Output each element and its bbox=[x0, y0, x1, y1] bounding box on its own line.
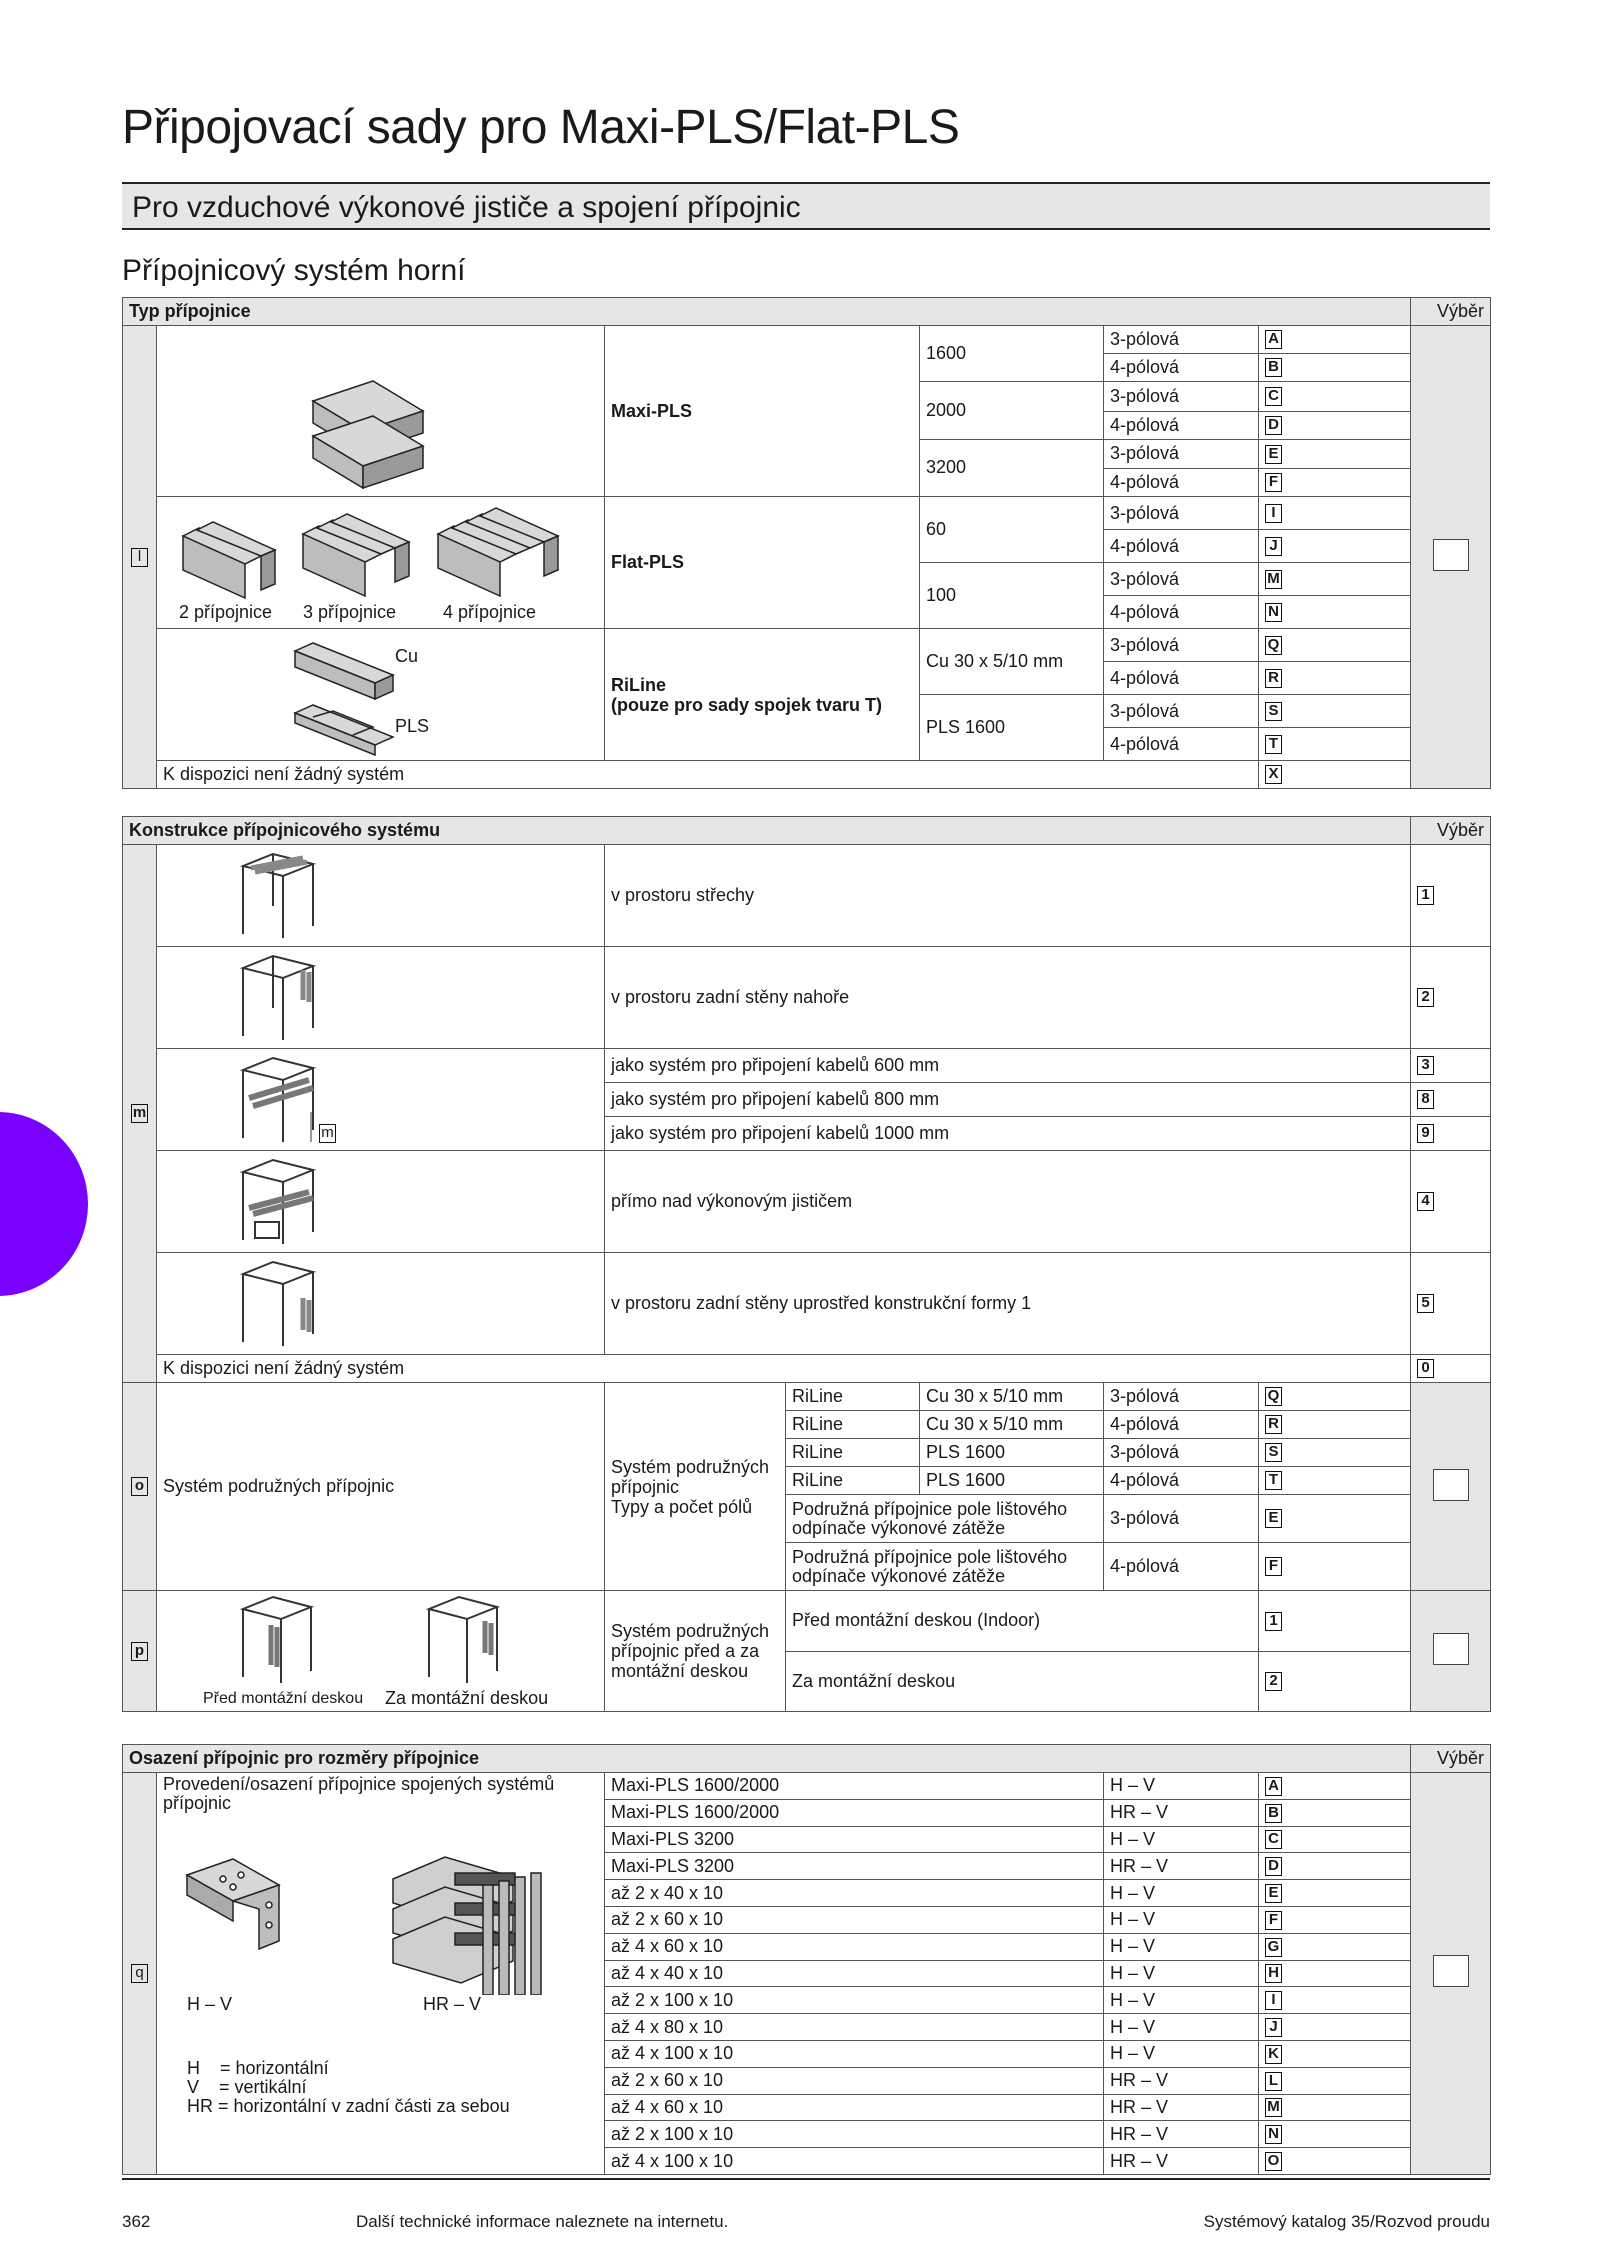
busbar-size: až 2 x 100 x 10 bbox=[605, 2121, 1104, 2148]
load-switch-busbar-3: Podružná přípojnice pole lištového odpínače výkonové zátěže bbox=[786, 1495, 1104, 1543]
busbar-orientation: H – V bbox=[1104, 2014, 1259, 2041]
flat-pls-image bbox=[157, 497, 605, 629]
pole-label: 3-pólová bbox=[1104, 1439, 1259, 1467]
key-M: M bbox=[1265, 570, 1282, 589]
maxi-pls-image bbox=[157, 326, 605, 497]
busbar-size: až 4 x 40 x 10 bbox=[605, 1960, 1104, 1987]
busbar-orientation: H – V bbox=[1104, 1933, 1259, 1960]
key-O: O bbox=[1265, 2152, 1282, 2171]
pole-label: 3-pólová bbox=[1104, 497, 1259, 530]
caption-behind-plate: Za montážní deskou bbox=[385, 1688, 549, 1708]
option-cable-1000: jako systém pro připojení kabelů 1000 mm bbox=[605, 1117, 1411, 1151]
busbar-size-table bbox=[122, 1744, 1491, 2175]
flat-100: 100 bbox=[920, 563, 1104, 629]
key-L: L bbox=[1265, 2072, 1282, 2091]
caption-h-v: H – V bbox=[187, 1994, 233, 2014]
key-B: B bbox=[1265, 1804, 1282, 1823]
maxi-1600: 1600 bbox=[920, 326, 1104, 382]
selection-box[interactable] bbox=[1433, 539, 1469, 571]
pole-label: 3-pólová bbox=[1104, 695, 1259, 728]
sub-busbar-type: RiLine bbox=[786, 1439, 920, 1467]
riline-cu: Cu 30 x 5/10 mm bbox=[920, 629, 1104, 695]
busbar-layout-description: Provedení/osazení přípojnice spojených systémů přípojnic bbox=[163, 1774, 555, 1813]
key-G: G bbox=[1265, 1938, 1282, 1957]
busbar-type-header: Typ přípojnice bbox=[123, 298, 1411, 326]
busbar-orientation: HR – V bbox=[1104, 1853, 1259, 1880]
key-Q: Q bbox=[1265, 1387, 1282, 1406]
busbar-size: Maxi-PLS 3200 bbox=[605, 1826, 1104, 1853]
caption-pls: PLS bbox=[395, 715, 430, 736]
busbar-orientation: HR – V bbox=[1104, 2121, 1259, 2148]
key-M: M bbox=[1265, 2098, 1282, 2117]
sub-busbar-type: RiLine bbox=[786, 1383, 920, 1411]
pole-label: 4-pólová bbox=[1104, 411, 1259, 439]
busbar-size: až 4 x 60 x 10 bbox=[605, 2094, 1104, 2121]
key-N: N bbox=[1265, 603, 1282, 622]
option-cable-800: jako systém pro připojení kabelů 800 mm bbox=[605, 1083, 1411, 1117]
busbar-size: až 2 x 100 x 10 bbox=[605, 1987, 1104, 2014]
row-letter-o: o bbox=[123, 1383, 157, 1591]
key-3: 3 bbox=[1417, 1056, 1434, 1075]
construction-table bbox=[122, 816, 1491, 1712]
busbar-size: až 4 x 100 x 10 bbox=[605, 2040, 1104, 2067]
busbar-orientation: HR – V bbox=[1104, 2148, 1259, 2175]
row-letter-m: m bbox=[123, 845, 157, 1383]
option-above-breaker: přímo nad výkonovým jističem bbox=[605, 1151, 1411, 1253]
mounting-plate-images bbox=[157, 1591, 605, 1712]
busbar-size: až 2 x 40 x 10 bbox=[605, 1880, 1104, 1907]
key-Q: Q bbox=[1265, 636, 1282, 655]
caption-2-busbars: 2 přípojnice bbox=[179, 601, 273, 622]
option-front-plate: Před montážní deskou (Indoor) bbox=[786, 1591, 1259, 1652]
busbar-size: až 4 x 60 x 10 bbox=[605, 1933, 1104, 1960]
sub-busbar-system-text: Systém podružných přípojnic bbox=[157, 1383, 605, 1591]
key-I: I bbox=[1265, 504, 1282, 523]
subtitle-band bbox=[122, 182, 1490, 230]
busbar-orientation: HR – V bbox=[1104, 2094, 1259, 2121]
select-label: Výběr bbox=[1411, 298, 1491, 326]
pole-label: 3-pólová bbox=[1104, 326, 1259, 354]
key-T: T bbox=[1265, 735, 1282, 754]
pole-label: 3-pólová bbox=[1104, 563, 1259, 596]
option-roof: v prostoru střechy bbox=[605, 845, 1411, 947]
key-A: A bbox=[1265, 1777, 1282, 1796]
flat-60: 60 bbox=[920, 497, 1104, 563]
caption-front-plate: Před montážní deskou bbox=[203, 1690, 364, 1707]
key-C: C bbox=[1265, 1830, 1282, 1849]
pole-label: 3-pólová bbox=[1104, 439, 1259, 469]
key-8: 8 bbox=[1417, 1090, 1434, 1109]
key-C: C bbox=[1265, 387, 1282, 406]
page-number: 362 bbox=[122, 2212, 151, 2231]
key-I: I bbox=[1265, 1991, 1282, 2010]
caption-cu: Cu bbox=[395, 645, 419, 666]
select-label: Výběr bbox=[1411, 817, 1491, 845]
pole-label: 3-pólová bbox=[1104, 1495, 1259, 1543]
footer-catalog: Systémový katalog 35/Rozvod proudu bbox=[1203, 2212, 1490, 2231]
key-S: S bbox=[1265, 1443, 1282, 1462]
key-S: S bbox=[1265, 702, 1282, 721]
section-title: Přípojnicový systém horní bbox=[122, 254, 466, 287]
key-4: 4 bbox=[1417, 1192, 1434, 1211]
flat-pls-label: Flat-PLS bbox=[605, 497, 920, 629]
pole-label: 3-pólová bbox=[1104, 629, 1259, 662]
maxi-2000: 2000 bbox=[920, 382, 1104, 440]
busbar-size: až 4 x 80 x 10 bbox=[605, 2014, 1104, 2041]
key-R: R bbox=[1265, 1415, 1282, 1434]
cable-frame-image bbox=[157, 1049, 605, 1151]
key-X: X bbox=[1265, 765, 1282, 784]
selection-box[interactable] bbox=[1433, 1633, 1469, 1665]
busbar-size: až 2 x 60 x 10 bbox=[605, 1906, 1104, 1933]
riline-image bbox=[157, 629, 605, 761]
option-rear-middle: v prostoru zadní stěny uprostřed konstrukční formy 1 bbox=[605, 1253, 1411, 1355]
construction-header: Konstrukce přípojnicového systému bbox=[123, 817, 1411, 845]
busbar-size: až 4 x 100 x 10 bbox=[605, 2148, 1104, 2175]
key-A: A bbox=[1265, 330, 1282, 349]
busbar-size-header: Osazení přípojnic pro rozměry přípojnice bbox=[123, 1745, 1411, 1773]
key-0: 0 bbox=[1417, 1359, 1434, 1378]
abbreviation-legend: H = horizontální V = vertikální HR = horizontální v zadní části za sebou bbox=[187, 2058, 510, 2116]
busbar-type-select[interactable] bbox=[1411, 326, 1491, 789]
riline-label: RiLine (pouze pro sady spojek tvaru T) bbox=[605, 629, 920, 761]
sub-busbar-select[interactable] bbox=[1411, 1383, 1491, 1591]
option-behind-plate: Za montážní deskou bbox=[786, 1651, 1259, 1712]
pole-label: 3-pólová bbox=[1104, 382, 1259, 412]
pole-label: 4-pólová bbox=[1104, 1467, 1259, 1495]
riline-pls: PLS 1600 bbox=[920, 695, 1104, 761]
key-N: N bbox=[1265, 2125, 1282, 2144]
key-5: 5 bbox=[1417, 1294, 1434, 1313]
maxi-pls-label: Maxi-PLS bbox=[605, 326, 920, 497]
busbar-orientation: H – V bbox=[1104, 1906, 1259, 1933]
sub-busbar-type: RiLine bbox=[786, 1467, 920, 1495]
pole-label: 4-pólová bbox=[1104, 469, 1259, 497]
key-1: 1 bbox=[1265, 1612, 1282, 1631]
sub-busbar-type: RiLine bbox=[786, 1411, 920, 1439]
row-letter-p: p bbox=[123, 1591, 157, 1712]
caption-hr-v: HR – V bbox=[423, 1994, 482, 2014]
selection-box[interactable] bbox=[1433, 1469, 1469, 1501]
rear-middle-frame-image bbox=[157, 1253, 605, 1355]
roof-frame-image bbox=[157, 845, 605, 947]
rear-top-frame-image bbox=[157, 947, 605, 1049]
sub-busbar-size: PLS 1600 bbox=[920, 1467, 1104, 1495]
pole-label: 3-pólová bbox=[1104, 1383, 1259, 1411]
busbar-orientation: H – V bbox=[1104, 1960, 1259, 1987]
key-J: J bbox=[1265, 537, 1282, 556]
key-K: K bbox=[1265, 2045, 1282, 2064]
busbar-size-select[interactable] bbox=[1411, 1773, 1491, 2175]
footer-rule bbox=[122, 2178, 1490, 2180]
busbar-orientation: H – V bbox=[1104, 1826, 1259, 1853]
key-2: 2 bbox=[1417, 988, 1434, 1007]
caption-3-busbars: 3 přípojnice bbox=[303, 601, 397, 622]
busbar-size: Maxi-PLS 1600/2000 bbox=[605, 1773, 1104, 1800]
mounting-plate-label: Systém podružných přípojnic před a za montážní deskou bbox=[605, 1591, 786, 1712]
key-H: H bbox=[1265, 1964, 1282, 1983]
row-letter-l: l bbox=[123, 326, 157, 789]
key-F: F bbox=[1265, 473, 1282, 492]
inner-letter-m: m bbox=[319, 1124, 336, 1143]
no-system-text: K dispozici není žádný systém bbox=[157, 761, 1259, 789]
key-F: F bbox=[1265, 1557, 1282, 1576]
busbar-orientation: HR – V bbox=[1104, 1799, 1259, 1826]
row-letter-q: q bbox=[123, 1773, 157, 2175]
busbar-size-illustration bbox=[157, 1773, 605, 2175]
key-D: D bbox=[1265, 416, 1282, 435]
busbar-size: Maxi-PLS 3200 bbox=[605, 1853, 1104, 1880]
footer-info: Další technické informace naleznete na internetu. bbox=[356, 2212, 729, 2231]
key-R: R bbox=[1265, 669, 1282, 688]
busbar-size: až 2 x 60 x 10 bbox=[605, 2067, 1104, 2094]
key-J: J bbox=[1265, 2018, 1282, 2037]
key-D: D bbox=[1265, 1857, 1282, 1876]
pole-label: 4-pólová bbox=[1104, 530, 1259, 563]
key-E: E bbox=[1265, 1884, 1282, 1903]
key-E: E bbox=[1265, 1509, 1282, 1528]
selection-box[interactable] bbox=[1433, 1955, 1469, 1987]
busbar-orientation: H – V bbox=[1104, 2040, 1259, 2067]
key-T: T bbox=[1265, 1471, 1282, 1490]
key-1: 1 bbox=[1417, 886, 1434, 905]
pole-label: 4-pólová bbox=[1104, 728, 1259, 761]
above-breaker-image bbox=[157, 1151, 605, 1253]
busbar-orientation: H – V bbox=[1104, 1987, 1259, 2014]
pole-label: 4-pólová bbox=[1104, 1543, 1259, 1591]
key-F: F bbox=[1265, 1911, 1282, 1930]
side-marker bbox=[0, 1112, 88, 1296]
key-B: B bbox=[1265, 358, 1282, 377]
select-label: Výběr bbox=[1411, 1745, 1491, 1773]
key-E: E bbox=[1265, 445, 1282, 464]
option-rear-top: v prostoru zadní stěny nahoře bbox=[605, 947, 1411, 1049]
caption-4-busbars: 4 přípojnice bbox=[443, 601, 537, 622]
subtitle: Pro vzduchové výkonové jističe a spojení přípojnic bbox=[132, 191, 801, 224]
pole-label: 4-pólová bbox=[1104, 596, 1259, 629]
pole-label: 4-pólová bbox=[1104, 354, 1259, 382]
busbar-orientation: H – V bbox=[1104, 1880, 1259, 1907]
sub-busbar-size: Cu 30 x 5/10 mm bbox=[920, 1383, 1104, 1411]
option-cable-600: jako systém pro připojení kabelů 600 mm bbox=[605, 1049, 1411, 1083]
key-9: 9 bbox=[1417, 1124, 1434, 1143]
maxi-3200: 3200 bbox=[920, 439, 1104, 497]
page-title: Připojovací sady pro Maxi-PLS/Flat-PLS bbox=[122, 101, 960, 154]
key-2: 2 bbox=[1265, 1672, 1282, 1691]
pole-label: 4-pólová bbox=[1104, 662, 1259, 695]
no-system-text: K dispozici není žádný systém bbox=[157, 1355, 1411, 1383]
busbar-size: Maxi-PLS 1600/2000 bbox=[605, 1799, 1104, 1826]
pole-label: 4-pólová bbox=[1104, 1411, 1259, 1439]
sub-busbar-types-label: Systém podružných přípojnic Typy a počet pólů bbox=[605, 1383, 786, 1591]
sub-busbar-size: PLS 1600 bbox=[920, 1439, 1104, 1467]
load-switch-busbar-4: Podružná přípojnice pole lištového odpínače výkonové zátěže bbox=[786, 1543, 1104, 1591]
busbar-type-table bbox=[122, 297, 1491, 789]
busbar-orientation: H – V bbox=[1104, 1773, 1259, 1800]
busbar-orientation: HR – V bbox=[1104, 2067, 1259, 2094]
mounting-plate-select[interactable] bbox=[1411, 1591, 1491, 1712]
sub-busbar-size: Cu 30 x 5/10 mm bbox=[920, 1411, 1104, 1439]
